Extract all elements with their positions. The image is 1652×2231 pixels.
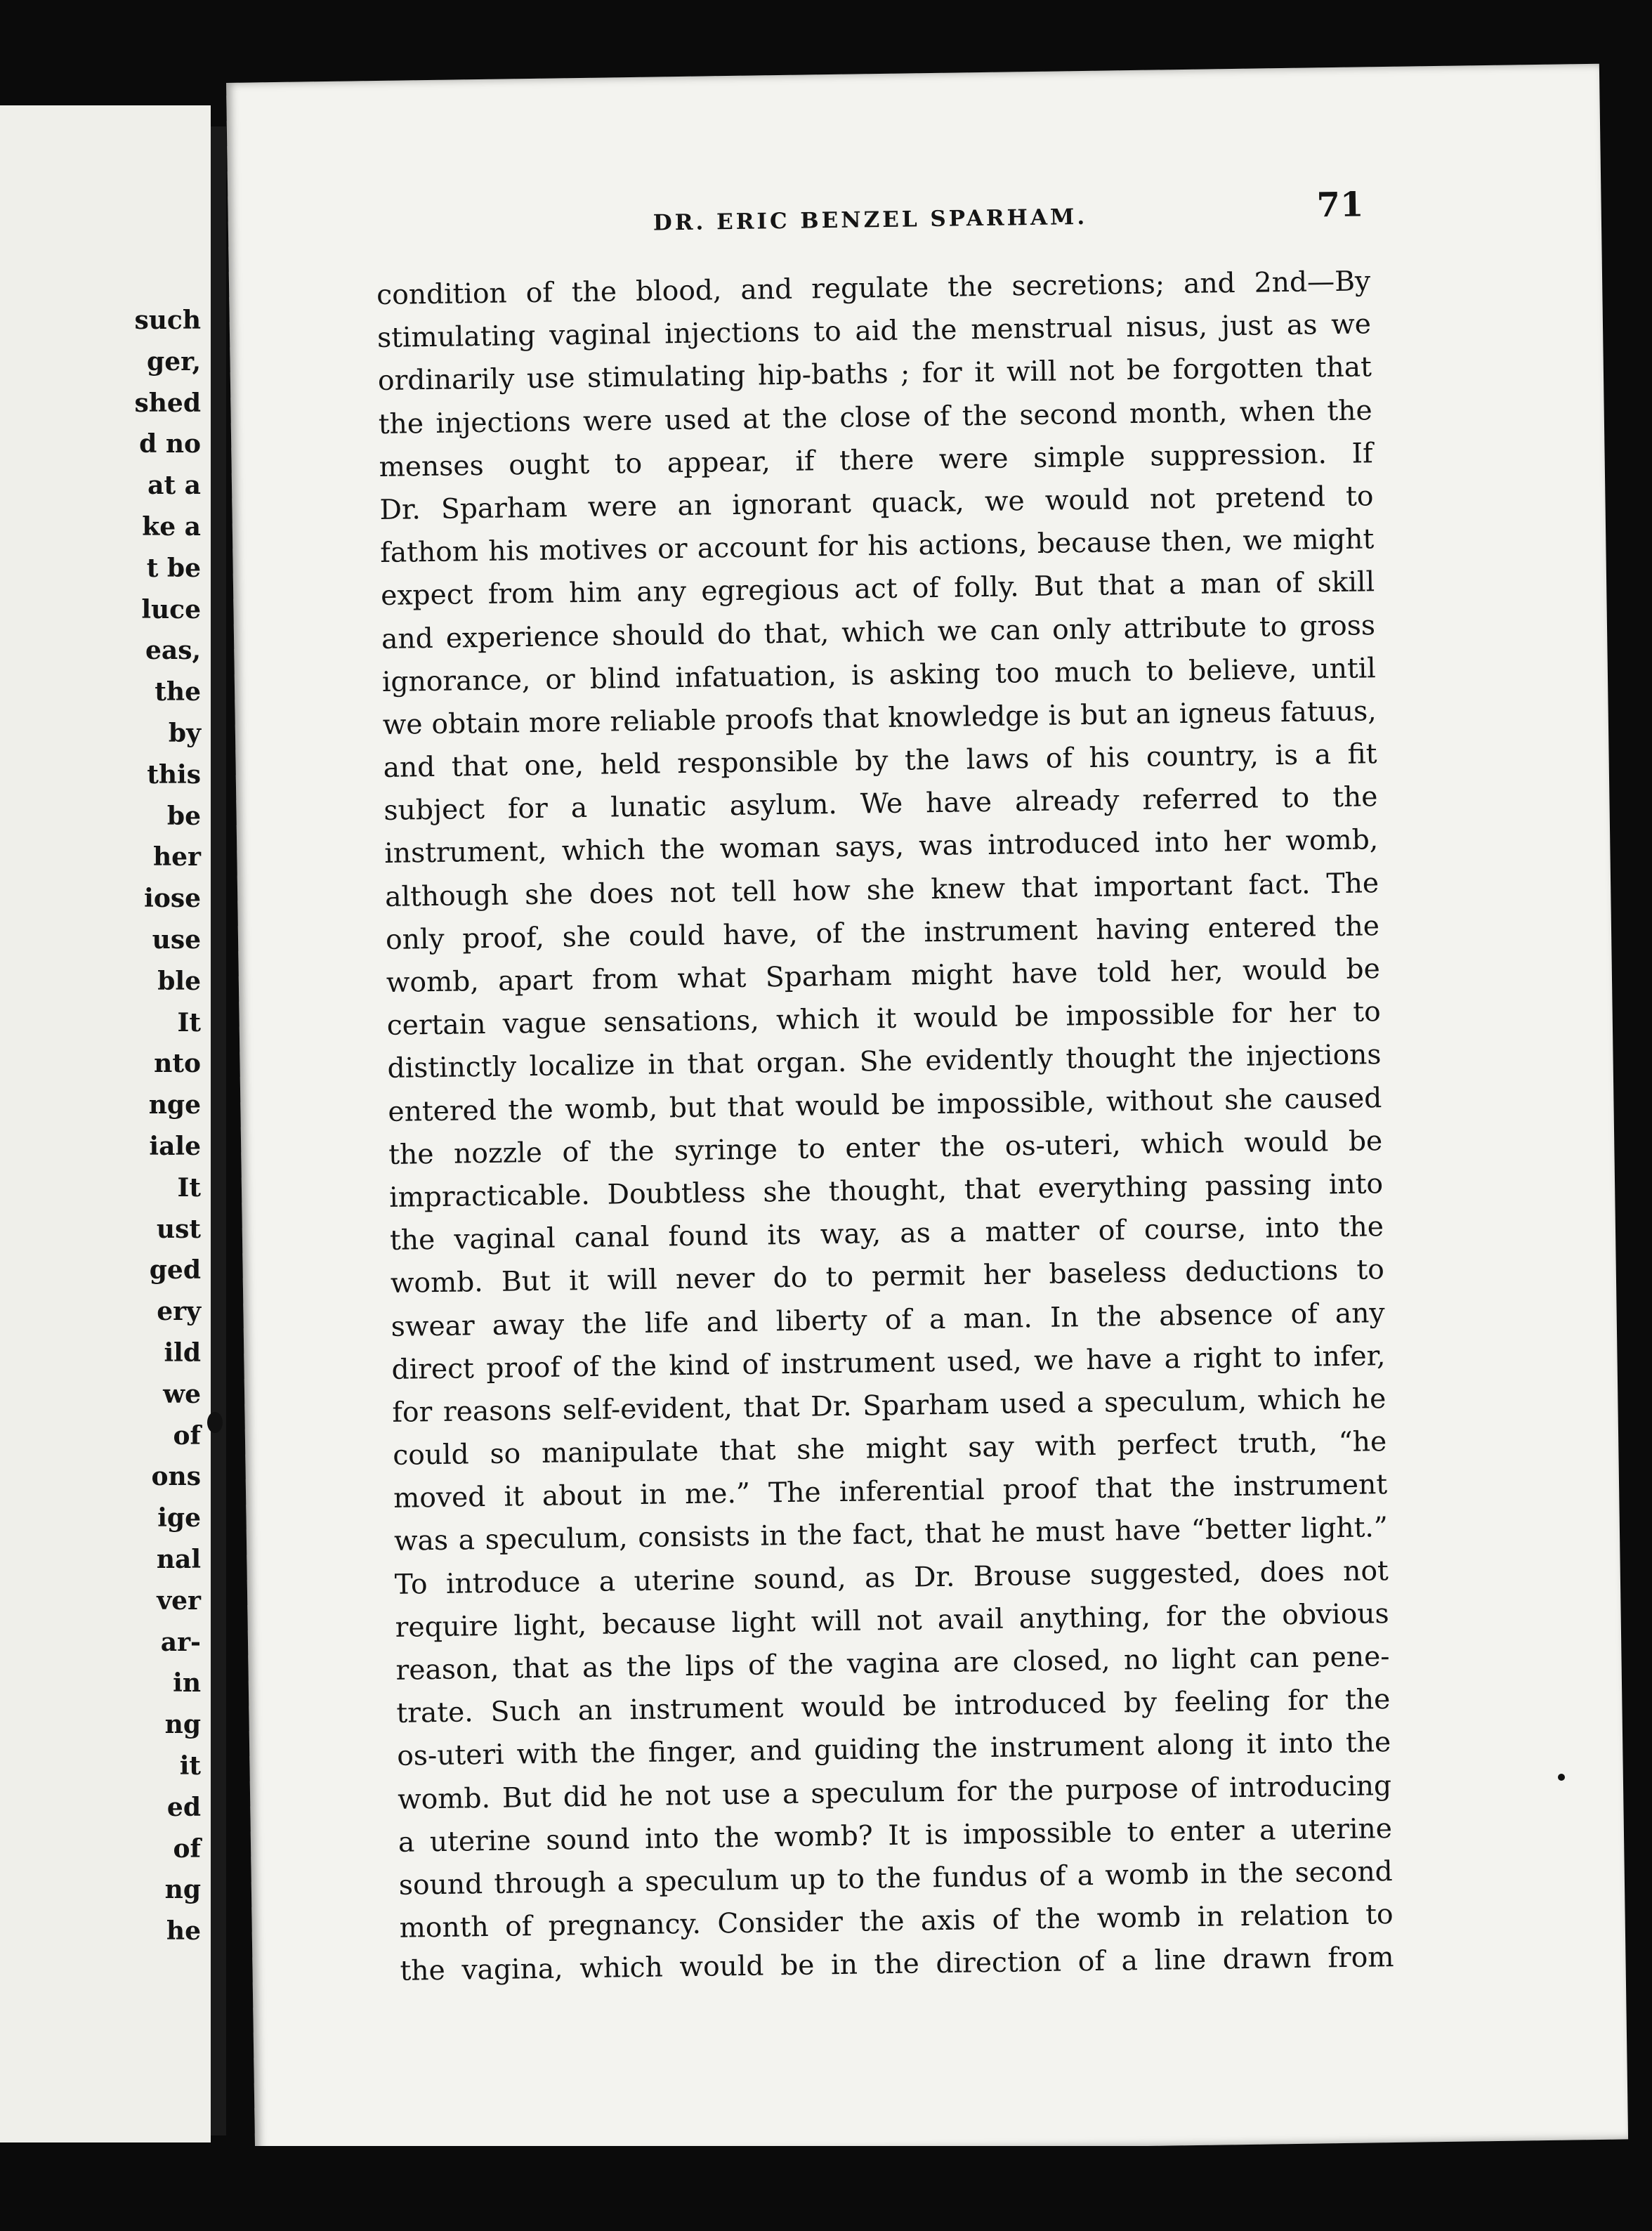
left-page-line: ed (166, 1792, 201, 1822)
text-line: ordinarily use stimulating hip-baths ; for it will not be forgotten that (377, 351, 1372, 398)
left-page-line: It (177, 1007, 201, 1038)
text-line: swear away the life and liberty of a man. In the absence of any (391, 1297, 1385, 1343)
left-page-line: such (134, 306, 201, 335)
text-line: we obtain more reliable proofs that knowledge is but an igneus fatuus, (382, 695, 1377, 741)
left-page-line: in (173, 1668, 201, 1699)
text-line: and experience should do that, which we can only attribute to gross (381, 609, 1376, 655)
text-line: impracticable. Doubtless she thought, that everything passing into (388, 1168, 1384, 1214)
running-head: DR. ERIC BENZEL SPARHAM. (653, 204, 1088, 236)
text-line: stimulating vaginal injections to aid the menstrual nisus, just as we (376, 308, 1372, 355)
left-page-line: this (147, 759, 201, 790)
text-line: month of pregnancy. Consider the axis of the womb in relation to (399, 1899, 1394, 1944)
text-line: distinctly localize in that organ. She evidently thought the injections (387, 1039, 1382, 1085)
text-line: certain vague sensations, which it would be impossible for her to (386, 996, 1381, 1042)
text-line: Dr. Sparham were an ignorant quack, we would not pretend to (379, 480, 1374, 526)
text-line: trate. Such an instrument would be introduced by feeling for the (396, 1684, 1391, 1730)
left-page-line: ger, (147, 346, 201, 377)
left-page-line: of (173, 1833, 201, 1864)
text-line: reason, that as the lips of the vagina are closed, no light can pene- (395, 1641, 1390, 1687)
left-page-line: ng (164, 1875, 201, 1905)
left-page-line: nal (156, 1545, 201, 1574)
left-page-line: ild (164, 1338, 201, 1368)
left-page-line: ng (164, 1710, 201, 1740)
book-spine (211, 126, 226, 2135)
left-page-line: eas, (145, 636, 201, 666)
text-line: although she does not tell how she knew that important fact. The (384, 867, 1379, 913)
text-line: womb. But it will never do to permit her baseless deductions to (390, 1254, 1385, 1300)
text-line: instrument, which the woman says, was introduced into her womb, (384, 824, 1379, 870)
left-page-line: luce (141, 594, 201, 624)
text-line: the nozzle of the syringe to enter the os-uteri, which would be (388, 1125, 1383, 1171)
left-page-line: nto (154, 1049, 201, 1079)
text-line: the injections were used at the close of the second month, when the (378, 394, 1372, 440)
left-page-line: ar- (160, 1627, 201, 1657)
left-page-line: by (168, 719, 201, 748)
left-page-line: the (155, 677, 201, 707)
body-text (376, 260, 1394, 1993)
left-page-line: ver (157, 1585, 201, 1616)
text-line: sound through a speculum up to the fundus of a womb in the second (398, 1856, 1394, 1902)
text-line: ignorance, or blind infatuation, is asking too much to believe, until (381, 652, 1377, 698)
left-page-line: ige (157, 1503, 201, 1533)
text-line: To introduce a uterine sound, as Dr. Brouse suggested, does not (394, 1555, 1389, 1601)
left-page-line: d no (139, 429, 201, 459)
left-page-line: he (166, 1916, 201, 1947)
left-page-line: ust (156, 1214, 201, 1244)
left-page-line: use (152, 925, 201, 955)
text-line: menses ought to appear, if there were simple suppression. If (379, 438, 1373, 483)
text-line: expect from him any egregious act of folly. But that a man of skill (380, 566, 1375, 613)
text-line: the vaginal canal found its way, as a matter of course, into the (389, 1211, 1384, 1257)
left-page-line: ons (151, 1462, 201, 1492)
text-line: moved it about in me.” The inferential proof that the instrument (393, 1469, 1388, 1515)
left-page-line: t be (146, 553, 201, 583)
ink-speck (1558, 1774, 1565, 1781)
left-page-line: ged (149, 1255, 201, 1285)
text-line: entered the womb, but that would be impossible, without she caused (388, 1082, 1382, 1128)
page-number: 71 (1316, 185, 1364, 225)
left-page-line: her (152, 842, 201, 872)
text-line: direct proof of the kind of instrument used, we have a right to infer, (391, 1340, 1386, 1386)
text-line: subject for a lunatic asylum. We have already referred to the (383, 781, 1378, 827)
text-line: womb. But did he not use a speculum for the purpose of introducing (397, 1769, 1392, 1816)
left-page-line: we (163, 1379, 201, 1409)
text-line: for reasons self-evident, that Dr. Sparham used a speculum, which he (392, 1383, 1386, 1429)
text-line: the vagina, which would be in the direction of a line drawn from (400, 1942, 1394, 1988)
text-line: was a speculum, consists in the fact, that he must have “better light.” (393, 1512, 1389, 1558)
left-page-line: ble (157, 966, 201, 996)
left-page-line: be (166, 801, 201, 831)
left-page-line: of (173, 1420, 201, 1451)
left-page-line: ery (157, 1297, 201, 1327)
left-page-line: at a (148, 471, 201, 501)
text-line: only proof, she could have, of the instrument having entered the (385, 910, 1380, 956)
left-page-fragment (0, 105, 211, 2142)
binding-hole (207, 1412, 223, 1433)
left-page-line: iale (149, 1132, 201, 1161)
left-page-line: iose (144, 884, 201, 914)
text-line: womb, apart from what Sparham might have told her, would be (386, 953, 1381, 999)
left-page-line: it (179, 1751, 201, 1781)
text-line: and that one, held responsible by the laws of his country, is a fit (383, 738, 1377, 785)
page-bottom-shadow (226, 2146, 1599, 2231)
text-line: fathom his motives or account for his actions, because then, we might (380, 523, 1375, 570)
text-line: condition of the blood, and regulate the secretions; and 2nd—By (376, 266, 1371, 312)
text-line: require light, because light will not avail anything, for the obvious (395, 1597, 1389, 1644)
text-line: could so manipulate that she might say with perfect truth, “he (392, 1426, 1387, 1472)
left-page-line: ke a (142, 512, 201, 542)
text-line: a uterine sound into the womb? It is impossible to enter a uterine (398, 1812, 1393, 1859)
left-page-line: nge (148, 1090, 201, 1120)
left-page-line: It (177, 1172, 201, 1203)
right-page (226, 64, 1628, 2159)
text-line: os-uteri with the finger, and guiding the instrument along it into the (396, 1727, 1391, 1773)
left-page-line: shed (134, 388, 201, 418)
